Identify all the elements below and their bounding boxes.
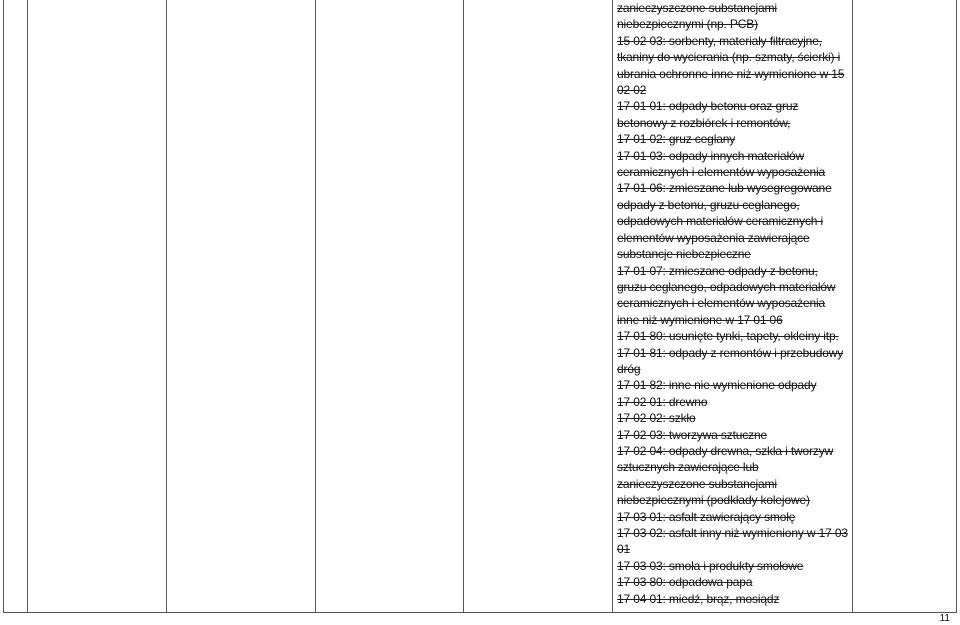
table-column-divider — [166, 0, 167, 613]
waste-entry: 17 03 80: odpadowa papa — [617, 575, 753, 590]
waste-entry: 17 01 03: odpady innych materiałów ceramicznych i elementów wyposażenia — [617, 148, 826, 180]
waste-entry: 17 01 01: odpady betonu oraz gruz betonowy z rozbiórek i remontów, — [617, 99, 799, 130]
waste-entry: 17 03 02: asfalt inny niż wymieniony w 17 03 01 — [617, 526, 848, 557]
waste-entry: 17 01 07: zmieszane odpady z betonu, gruzu ceglanego, odpadowych materiałów ceramicznych i elementów wyposażenia inne niż wymienione w 17 01 06 — [617, 263, 836, 327]
waste-entry: 17 02 01: drewno — [617, 394, 708, 409]
table-column-divider — [612, 0, 613, 613]
waste-entry: 17 04 01: miedź, brąz, mosiądz — [617, 591, 780, 606]
waste-entry: 17 01 82: inne nie wymienione odpady — [617, 378, 817, 393]
waste-entry: 17 03 01: asfalt zawierający smołę — [617, 509, 796, 524]
page-number: 11 — [939, 613, 950, 624]
waste-entry: 17 01 06: zmieszane lub wysegregowane odpady z betonu, gruzu ceglanego, odpadowych materiałów ceramicznych i elementów wyposażenia zawierające substancje niebezpieczne — [617, 181, 832, 262]
table-column-divider — [27, 0, 28, 613]
waste-entry: 17 02 03: tworzywa sztuczne — [617, 427, 768, 442]
waste-entry: 17 03 03: smoła i produkty smołowe — [617, 558, 804, 573]
waste-entry: 17 01 02: gruz ceglany — [617, 132, 736, 147]
table-column-divider — [463, 0, 464, 613]
table-column-divider — [852, 0, 853, 613]
waste-entry: 15 02 03: sorbenty, materiały filtracyjne, tkaniny do wycierania (np. szmaty, ścierki) i ubrania ochronne inne niż wymienione w 15 02 02 — [617, 33, 845, 98]
waste-entry: 17 01 81: odpady z remontów i przebudowy dróg — [617, 345, 844, 376]
waste-entry: 17 02 04: odpady drewna, szkła i tworzyw sztucznych zawierające lub zanieczyszczone substancjami niebezpiecznymi (podkłady kolejowe) — [617, 443, 834, 508]
table-column-divider — [315, 0, 316, 613]
waste-entry: 17 02 02: szkło — [617, 411, 696, 426]
waste-entry: zanieczyszczone substancjami niebezpiecznymi (np. PCB) — [617, 1, 777, 32]
waste-entry: 17 01 80: usunięte tynki, tapety, okleiny itp. — [617, 329, 839, 344]
waste-codes-cell — [617, 0, 849, 613]
